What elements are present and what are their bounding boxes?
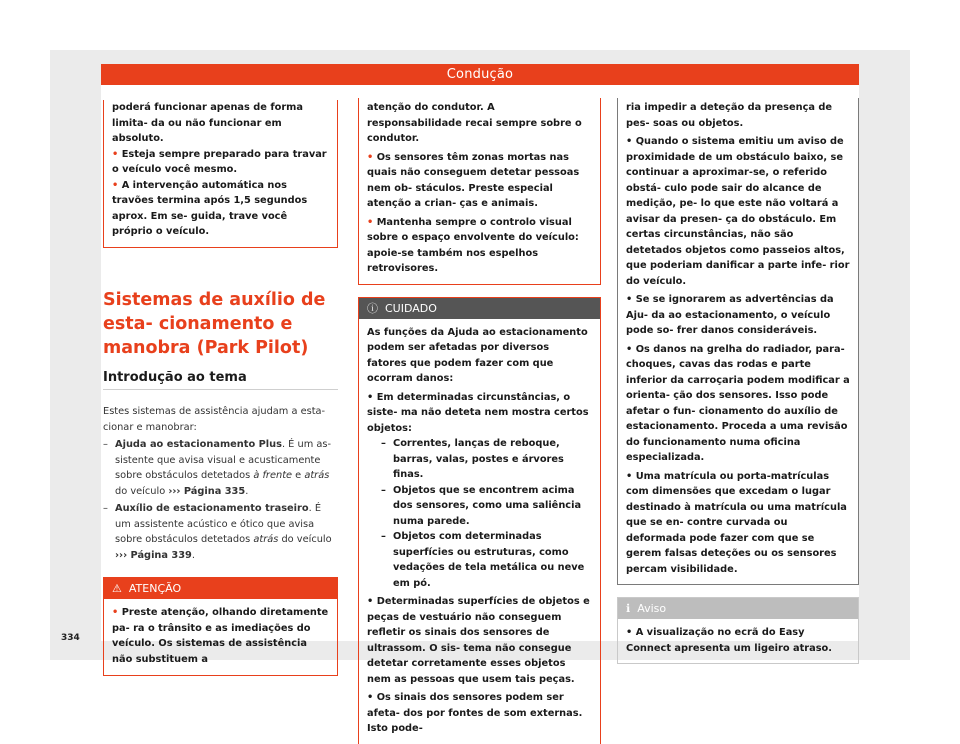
column-2 xyxy=(358,98,601,744)
warning-bullet: • Preste atenção, olhando diretamente pa- ra o trânsito e as imediações do veículo. Os sistemas de assistência não substituem a xyxy=(112,607,329,665)
caution-bullet: • Em determinadas circunstâncias, o siste- ma não deteta nem mostra certos objetos: xyxy=(367,391,589,434)
caution-bullet: • Os sinais dos sensores podem ser afeta- dos por fontes de som externas. Isto pode- xyxy=(367,692,583,734)
sub-title: Introdução ao tema xyxy=(103,370,338,391)
list-item: – Ajuda ao estacionamento Plus. É um as- sistente que avisa visual e acusticamente sobre obstáculos detetados à frente e atrás do veículo ››› Página 335. xyxy=(103,437,338,499)
caution-bullet: • Determinadas superfícies de objetos e peças de vestuário não conseguem refletir os sinais dos sensores de ultrassom. O sis- tema não consegue detetar corretamente esses objetos nem as pessoas que usem tais peças. xyxy=(367,596,590,685)
warning-text: poderá funcionar apenas de forma limita- da ou não funcionar em absoluto. xyxy=(112,102,303,144)
warning-bullet: • Esteja sempre preparado para travar o veículo você mesmo. xyxy=(112,148,327,175)
intro-text: Estes sistemas de assistência ajudam a esta- cionar e manobrar: xyxy=(103,406,326,433)
page-link[interactable]: ››› Página 339 xyxy=(115,549,192,561)
caution-body: As funções da Ajuda ao estacionamento podem ser afetadas por diversos fatores que podem fazer com que ocorram danos: • Em determinadas circunstâncias, o siste- ma não deteta nem mostra certos objetos: – Correntes, lanças de reboque, barras, valas, postes e árvores finas. – Objetos que se encontrem acima dos sensores, como uma saliência numa parede. – Objetos com determinadas superfícies ou estruturas, como vedações de tela metálica ou neve em pó. • Determinadas superfícies de objetos e peças de vestuário não conseguem refletir os sinais dos sensores de ultrassom. O sis- tema não consegue detetar corretamente esses objetos nem as pessoas que usem tais peças. • Os sinais dos sensores podem ser afeta- dos por fontes de som externas. Isto pode- xyxy=(359,319,600,744)
warning-triangle-icon: ⚠ xyxy=(112,582,122,595)
warning-bullet: • Os sensores têm zonas mortas nas quais não conseguem detetar pessoas nem ob- stáculos. Preste especial atenção a crian- ças e animais. xyxy=(367,151,580,209)
caution-continuation-box: ria impedir a deteção da presença de pes- soas ou objetos. • Quando o sistema emitiu um aviso de proximidade de um obstáculo baixo, se continuar a aproximar-se, o referido obstá- culo pode sair do alcance de medição, pe- lo que este não voltará a avisar da presen- ça do obstáculo. Em certas circunstâncias, não são detetados objetos como passeios altos, que poderiam danificar a parte infe- rior do veículo. • Se se ignorarem as advertências da Aju- da ao estacionamento, o veículo pode so- frer danos consideráveis. • Os danos na grelha do radiador, para- choques, cavas das rodas e parte inferior da carroçaria podem modificar a orienta- ção dos sensores. Isso pode afetar o fun- cionamento do auxílio de estacionamento. Proceda a uma revisão do funcionamento numa oficina especializada. • Uma matrícula ou porta-matrículas com dimensões que excedam o lugar destinado à matrícula ou uma matrícula que se en- contre curvada ou deformada pode fazer com que se gerem falsas deteções ou os sensores percam visibilidade. xyxy=(617,98,859,585)
note-box xyxy=(617,597,859,664)
list-item: – Auxílio de estacionamento traseiro. É um assistente acústico e ótico que avisa sobre obstáculos detetados atrás do veículo ››› Página 339. xyxy=(103,501,338,563)
warning-continuation-box xyxy=(358,98,601,285)
page-number: 334 xyxy=(61,633,80,643)
section-title: Sistemas de auxílio de esta- cionamento e manobra (Park Pilot) xyxy=(103,289,326,358)
caution-bullet: • Se se ignorarem as advertências da Aju- da ao estacionamento, o veículo pode so- frer danos consideráveis. xyxy=(626,294,834,336)
warning-header: ⚠ ATENÇÃO xyxy=(104,578,337,599)
warning-body xyxy=(104,599,337,675)
caution-bullet: • Os danos na grelha do radiador, para- choques, cavas das rodas e parte inferior da carroçaria podem modificar a orienta- ção dos sensores. Isso pode afetar o fun- cionamento do auxílio de estacionamento. Proceda a uma revisão do funcionamento numa oficina especializada. xyxy=(626,343,850,463)
caution-bullet: • Quando o sistema emitiu um aviso de proximidade de um obstáculo baixo, se continuar a aproximar-se, o referido obstá- culo pode sair do alcance de medição, pe- lo que este não voltará a avisar da presen- ça do obstáculo. Em certas circunstâncias, não são detetados objetos como passeios altos, que poderiam danificar a parte infe- rior do veículo. xyxy=(626,136,850,287)
caution-sub-item: – Correntes, lanças de reboque, barras, valas, postes e árvores finas. xyxy=(367,436,592,483)
info-icon: ℹ xyxy=(626,602,631,615)
column-3 xyxy=(617,98,859,664)
warning-continuation-box xyxy=(103,100,338,248)
note-body xyxy=(618,619,858,663)
warning-bullet: • Mantenha sempre o controlo visual sobre o espaço envolvente do veículo: apoie-se também nos espelhos retrovisores. xyxy=(367,216,579,274)
caution-circle-icon: ⓘ xyxy=(367,301,378,315)
warning-bullet: • A intervenção automática nos travões termina após 1,5 segundos aprox. Em se- guida, trave você próprio o veículo. xyxy=(112,179,308,237)
caution-header: ⓘ CUIDADO xyxy=(359,298,600,319)
page-link[interactable]: ››› Página 335 xyxy=(168,485,246,497)
warning-text: atenção do condutor. A responsabilidade recai sempre sobre o condutor. xyxy=(367,102,582,144)
column-1 xyxy=(103,100,338,676)
warning-box xyxy=(103,577,338,676)
chapter-header: Condução xyxy=(101,64,859,85)
caution-sub-item: – Objetos com determinadas superfícies ou estruturas, como vedações de tela metálica ou neve em pó. xyxy=(367,529,592,591)
note-bullet: • A visualização no ecrã do Easy Connect apresenta um ligeiro atraso. xyxy=(626,627,832,654)
caution-box xyxy=(358,297,601,744)
caution-sub-item: – Objetos que se encontrem acima dos sensores, como uma saliência numa parede. xyxy=(367,483,592,530)
note-header: ℹ Aviso xyxy=(618,598,858,619)
caution-bullet: • Uma matrícula ou porta-matrículas com dimensões que excedam o lugar destinado à matrícula ou uma matrícula que se en- contre curvada ou deformada pode fazer com que se gerem falsas deteções ou os sensores percam visibilidade. xyxy=(626,470,847,575)
